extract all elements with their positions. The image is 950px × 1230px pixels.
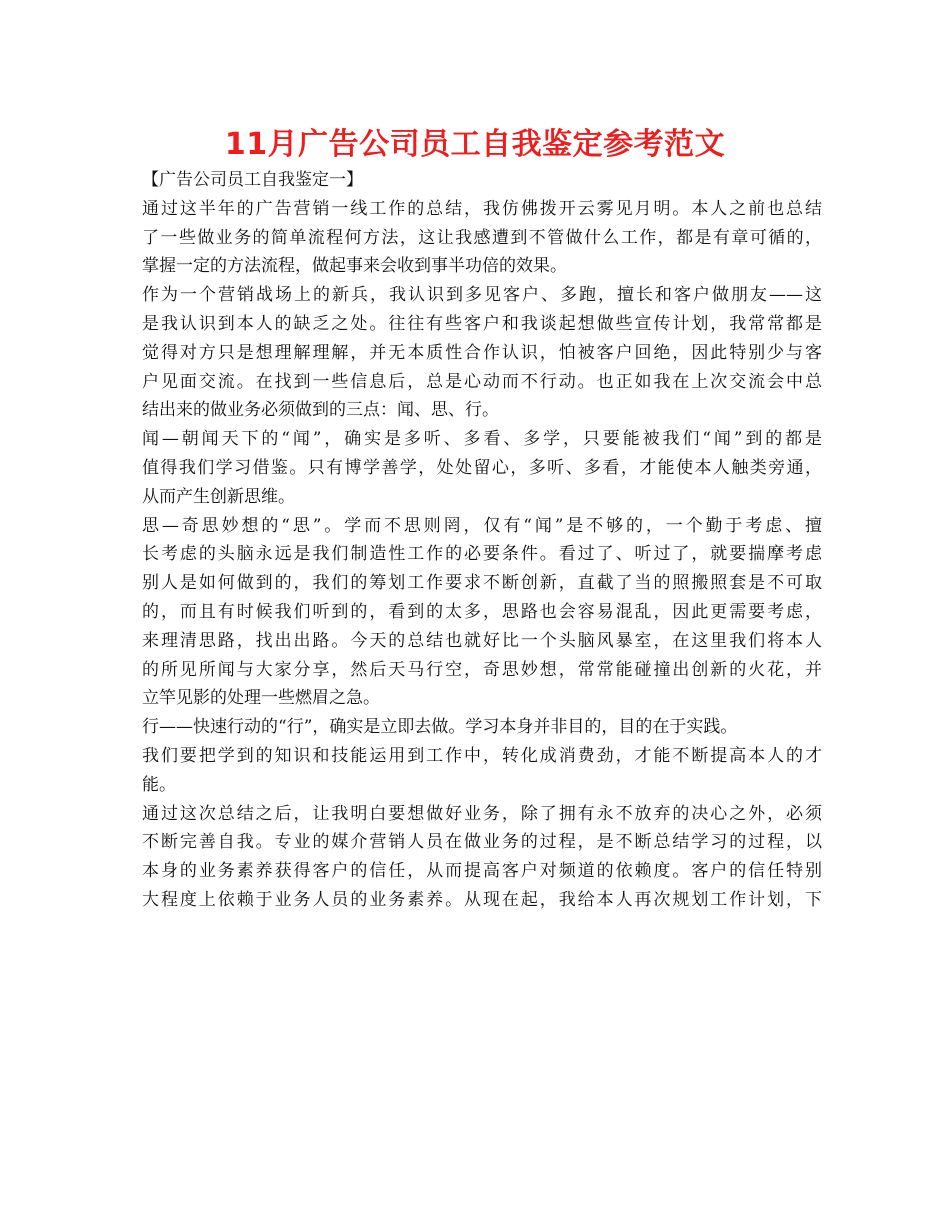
text-line: 结出来的做业务必须做到的三点：闻、思、行。: [142, 400, 499, 421]
text-line: 我们要把学到的知识和技能运用到工作中，转化成消费劲，才能不断提高本人的才: [142, 745, 822, 766]
text-line: 掌握一定的方法流程，做起事来会收到事半功倍的效果。: [142, 256, 567, 277]
text-line: 作为一个营销战场上的新兵，我认识到多见客户、多跑，擅长和客户做朋友——这: [142, 285, 822, 306]
text-line: 不断完善自我。专业的媒介营销人员在做业务的过程，是不断总结学习的过程，以: [142, 832, 822, 853]
text-line: 大程度上依赖于业务人员的业务素养。从现在起，我给本人再次规划工作计划，下: [142, 889, 822, 910]
text-line: 是我认识到本人的缺乏之处。往往有些客户和我谈起想做些宣传计划，我常常都是: [142, 313, 822, 334]
document-body: [142, 166, 822, 915]
text-line: 能。: [142, 774, 176, 795]
text-line: 值得我们学习借鉴。只有博学善学，处处留心，多听、多看，才能使本人触类旁通，: [142, 457, 822, 478]
text-line: 了一些做业务的简单流程何方法，这让我感遭到不管做什么工作，都是有章可循的，: [142, 227, 822, 248]
text-line: 的所见所闻与大家分享，然后天马行空，奇思妙想，常常能碰撞出创新的火花，并: [142, 659, 822, 680]
text-line: 行——快速行动的“行”，确实是立即去做。学习本身并非目的，目的在于实践。: [142, 717, 738, 738]
text-line: 【广告公司员工自我鉴定一】: [142, 170, 363, 190]
text-line: 通过这次总结之后，让我明白要想做好业务，除了拥有永不放弃的决心之外，必须: [142, 803, 822, 824]
text-line: 的，而且有时候我们听到的，看到的太多，思路也会容易混乱，因此更需要考虑，: [142, 601, 822, 622]
text-line: 户见面交流。在找到一些信息后，总是心动而不行动。也正如我在上次交流会中总: [142, 371, 822, 392]
text-line: 别人是如何做到的，我们的筹划工作要求不断创新，直截了当的照搬照套是不可取: [142, 573, 822, 594]
text-line: 通过这半年的广告营销一线工作的总结，我仿佛拨开云雾见月明。本人之前也总结: [142, 198, 822, 219]
text-line: 闻—朝闻天下的“闻”，确实是多听、多看、多学，只要能被我们“闻”到的都是: [142, 429, 822, 450]
text-line: 觉得对方只是想理解理解，并无本质性合作认识，怕被客户回绝，因此特别少与客: [142, 342, 822, 363]
document-title: 11月广告公司员工自我鉴定参考范文: [224, 127, 726, 162]
text-line: 从而产生创新思维。: [142, 486, 295, 507]
text-line: 本身的业务素养获得客户的信任，从而提高客户对频道的依赖度。客户的信任特别: [142, 861, 822, 882]
text-line: 长考虑的头脑永远是我们制造性工作的必要条件。看过了、听过了，就要揣摩考虑: [142, 544, 822, 565]
text-line: 立竿见影的处理一些燃眉之急。: [142, 688, 380, 709]
text-line: 来理清思路，找出出路。今天的总结也就好比一个头脑风暴室，在这里我们将本人: [142, 630, 822, 651]
text-line: 思—奇思妙想的“思”。学而不思则罔，仅有“闻”是不够的，一个勤于考虑、擅: [142, 515, 822, 536]
